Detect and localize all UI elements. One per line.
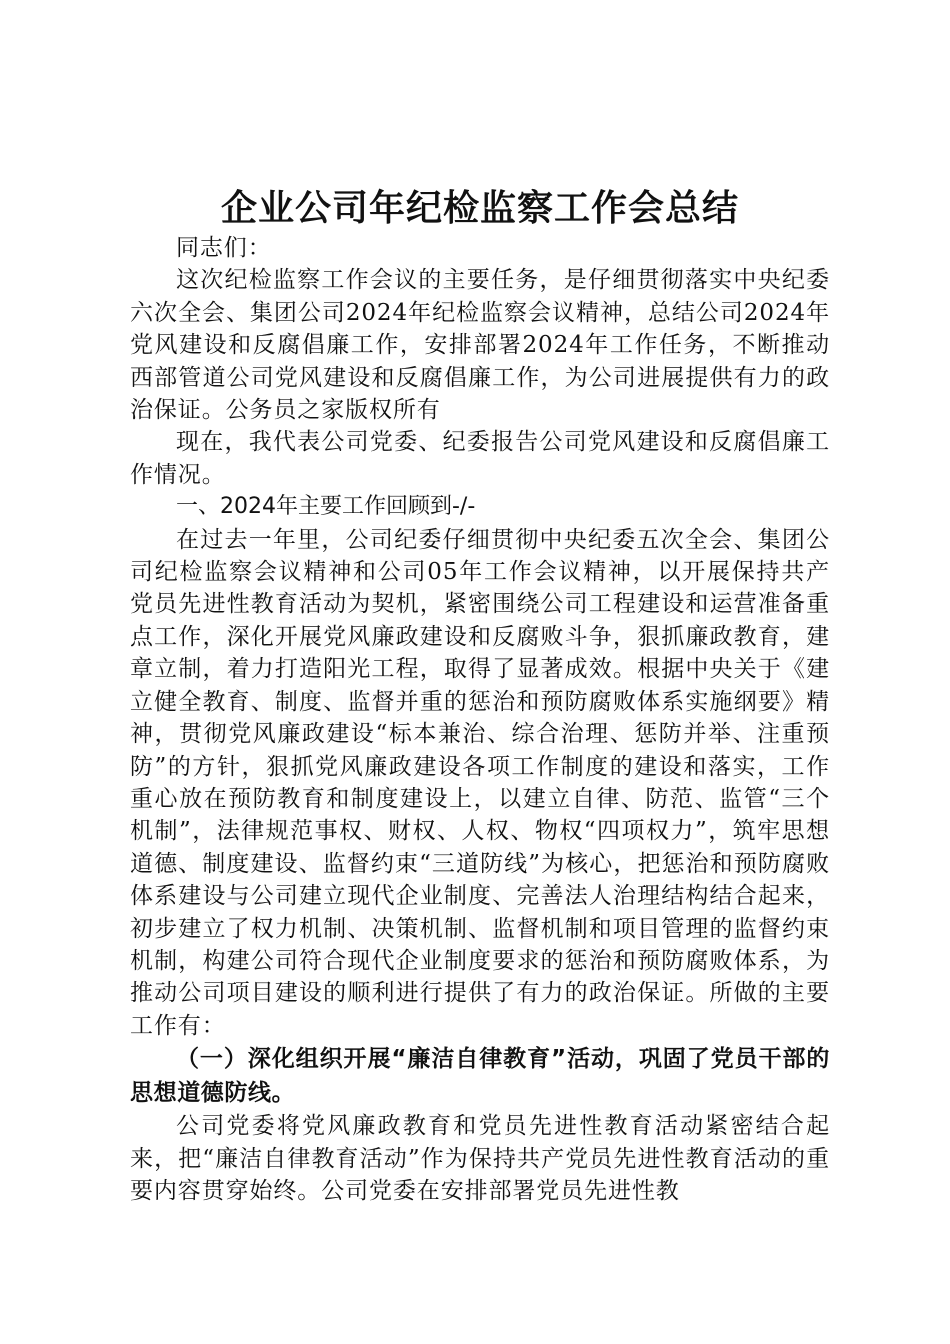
paragraph-review: 在过去一年里，公司纪委仔细贯彻中央纪委五次全会、集团公司纪检监察会议精神和公司05年工作会议精神，以开展保持共产党员先进性教育活动为契机，紧密围绕公司工程建设和运营准备重点工作，深化开展党风廉政建设和反腐败斗争，狠抓廉政教育，建章立制，着力打造阳光工程，取得了显著成效。根据中央关于《建立健全教育、制度、监督并重的惩治和预防腐败体系实施纲要》精神，贯彻党风廉政建设“标本兼治、综合治理、惩防并举、注重预防”的方针，狠抓党风廉政建设各项工作制度的建设和落实，工作重心放在预防教育和制度建设上，以建立自律、防范、监管“三个机制”，法律规范事权、财权、人权、物权“四项权力”，筑牢思想道德、制度建设、监督约束“三道防线”为核心，把惩治和预防腐败体系建设与公司建立现代企业制度、完善法人治理结构结合起来，初步建立了权力机制、决策机制、监督机制和项目管理的监督约束机制，构建公司符合现代企业制度要求的惩治和预防腐败体系，为推动公司项目建设的顺利进行提供了有力的政治保证。所做的主要工作有： (130, 526, 830, 1039)
subsection-heading: （一）深化组织开展“廉洁自律教育”活动，巩固了党员干部的思想道德防线。 (130, 1046, 830, 1107)
section-heading: 一、2024年主要工作回顾到-/- (176, 494, 476, 520)
salutation: 同志们： (176, 235, 272, 261)
document-body (130, 232, 830, 1207)
paragraph-intro: 这次纪检监察工作会议的主要任务，是仔细贯彻落实中央纪委六次全会、集团公司2024年纪检监察会议精神，总结公司2024年党风建设和反腐倡廉工作，安排部署2024年工作任务，不断推动西部管道公司党风建设和反腐倡廉工作，为公司进展提供有力的政治保证。公务员之家版权所有 (130, 267, 830, 424)
paragraph-education: 公司党委将党风廉政教育和党员先进性教育活动紧密结合起来，把“廉洁自律教育活动”作为保持共产党员先进性教育活动的重要内容贯穿始终。公司党委在安排部署党员先进性教 (130, 1113, 830, 1204)
document-title: 企业公司年纪检监察工作会总结 (220, 188, 739, 229)
paragraph-report: 现在，我代表公司党委、纪委报告公司党风建设和反腐倡廉工作情况。 (130, 429, 830, 488)
document-page (130, 0, 830, 1344)
